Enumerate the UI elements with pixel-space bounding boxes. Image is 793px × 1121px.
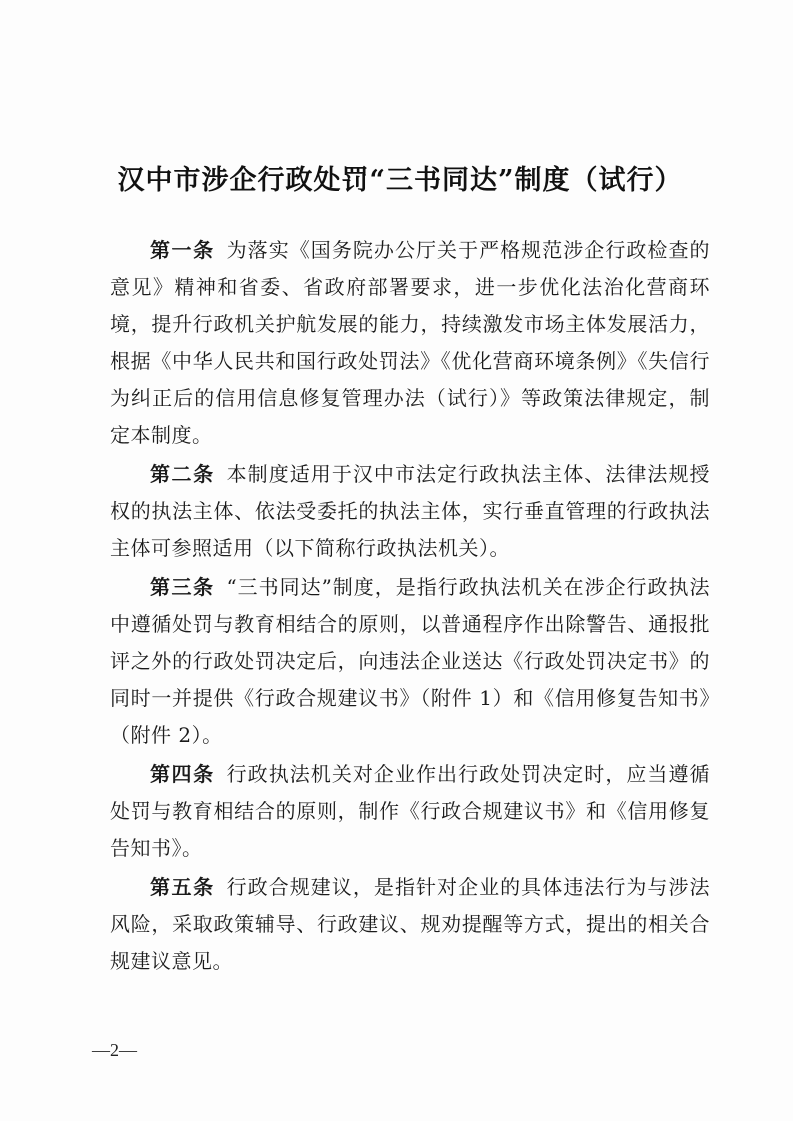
article-2-text: 本制度适用于汉中市法定行政执法主体、法律法规授权的执法主体、依法受委托的执法主体，实行垂直管理的行政执法主体可参照适用（以下简称行政执法机关）。: [110, 462, 711, 560]
document-body: [110, 232, 710, 982]
page-number: —2—: [92, 1040, 137, 1060]
article-3-label: 第三条: [150, 575, 215, 599]
article-3-text: “三书同达”制度，是指行政执法机关在涉企行政执法中遵循处罚与教育相结合的原则，以普通程序作出除警告、通报批评之外的行政处罚决定后，向违法企业送达《行政处罚决定书》的同时一并提供《行政合规建议书》（附件 1）和《信用修复告知书》（附件 2）。: [110, 575, 711, 747]
article-5: [110, 869, 710, 980]
article-1-text: 为落实《国务院办公厅关于严格规范涉企行政检查的意见》精神和省委、省政府部署要求，进一步优化法治化营商环境，提升行政机关护航发展的能力，持续激发市场主体发展活力，根据《中华人民共和国行政处罚法》《优化营商环境条例》《失信行为纠正后的信用信息修复管理办法（试行）》等政策法律规定，制定本制度。: [110, 238, 711, 447]
article-3: [110, 569, 710, 754]
article-5-text: 行政合规建议，是指针对企业的具体违法行为与涉法风险，采取政策辅导、行政建议、规劝提醒等方式，提出的相关合规建议意见。: [110, 875, 711, 973]
article-4: [110, 756, 710, 867]
document-title: 汉中市涉企行政处罚“三书同达”制度（试行）: [117, 165, 683, 196]
article-4-label: 第四条: [150, 762, 215, 786]
article-4-text: 行政执法机关对企业作出行政处罚决定时，应当遵循处罚与教育相结合的原则，制作《行政合规建议书》和《信用修复告知书》。: [110, 762, 711, 860]
article-2: [110, 456, 710, 567]
article-1-label: 第一条: [150, 238, 215, 262]
article-2-label: 第二条: [150, 462, 215, 486]
article-1: [110, 232, 710, 454]
article-5-label: 第五条: [150, 875, 215, 899]
